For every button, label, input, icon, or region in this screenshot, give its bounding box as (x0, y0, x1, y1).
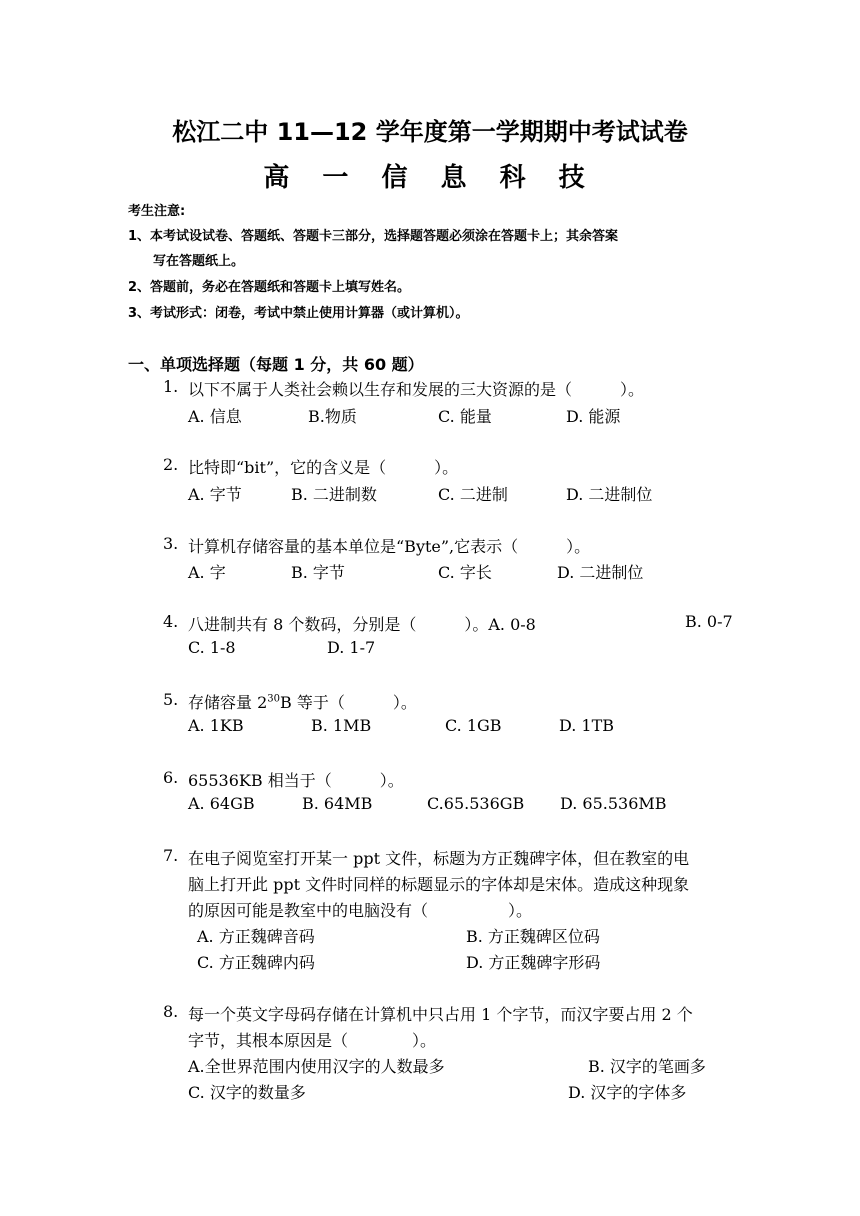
option-a: A. 字 (188, 563, 226, 582)
option-a: A. 64GB (188, 794, 255, 813)
question-text: 比特即“bit”，它的含义是（ ）。 (188, 458, 459, 477)
option-c: C.65.536GB (427, 794, 525, 813)
option-b: B. 64MB (302, 794, 373, 813)
question-number: 5. (163, 690, 179, 709)
option-c: C. 汉字的数量多 (188, 1083, 306, 1102)
option-d: D. 二进制位 (566, 485, 653, 504)
option-b: B. 二进制数 (291, 485, 377, 504)
question-number: 6. (163, 768, 179, 787)
notice-line-1: 1、本考试设试卷、答题纸、答题卡三部分，选择题答题必须涂在答题卡上；其余答案 (128, 229, 619, 244)
option-d: D. 能源 (566, 407, 621, 426)
question-text: 以下不属于人类社会赖以生存和发展的三大资源的是（ ）。 (188, 380, 645, 399)
question-number: 1. (163, 377, 179, 396)
question-number: 4. (163, 612, 179, 631)
question-number: 3. (163, 534, 179, 553)
question-text-part: 存储容量 2 (188, 693, 268, 712)
option-d: D. 二进制位 (557, 563, 644, 582)
option-d: D. 1-7 (327, 638, 376, 657)
question-text-line: 在电子阅览室打开某一 ppt 文件，标题为方正魏碑字体，但在教室的电 (188, 849, 690, 868)
exam-title: 松江二中 11—12 学年度第一学期期中考试试卷 (172, 118, 688, 146)
question-number: 2. (163, 455, 179, 474)
exponent: 30 (267, 693, 281, 705)
option-b: B. 0-7 (685, 612, 733, 631)
notice-line-3: 3、考试形式：闭卷，考试中禁止使用计算器（或计算机）。 (128, 306, 469, 321)
option-c: C. 能量 (438, 407, 492, 426)
subject-title: 高 一 信 息 科 技 (263, 163, 597, 193)
option-d: D. 1TB (559, 716, 615, 735)
question-text-line: 每一个英文字母码存储在计算机中只占用 1 个字节，而汉字要占用 2 个 (188, 1005, 693, 1024)
notice-line-1-cont: 写在答题纸上。 (153, 254, 245, 269)
question-text-line: 的原因可能是教室中的电脑没有（ ）。 (188, 901, 533, 920)
question-text (188, 690, 417, 713)
option-a: A. 1KB (188, 716, 244, 735)
option-c: C. 二进制 (438, 485, 508, 504)
question-text: 65536KB 相当于（ ）。 (188, 771, 404, 790)
option-d: D. 方正魏碑字形码 (466, 953, 601, 972)
question-number: 7. (163, 846, 179, 865)
option-c: C. 字长 (438, 563, 492, 582)
option-c: C. 1-8 (188, 638, 236, 657)
option-b: B. 字节 (291, 563, 345, 582)
question-number: 8. (163, 1002, 179, 1021)
option-c: C. 1GB (445, 716, 502, 735)
option-a: A. 方正魏碑音码 (197, 927, 315, 946)
question-text-part: B 等于（ ）。 (280, 693, 417, 712)
question-text-line: 字节，其根本原因是（ ）。 (188, 1031, 437, 1050)
question-text: 八进制共有 8 个数码，分别是（ ）。A. 0-8 (188, 615, 536, 634)
section-heading: 一、单项选择题（每题 1 分，共 60 题） (128, 355, 424, 374)
option-a: A. 字节 (188, 485, 242, 504)
option-d: D. 汉字的字体多 (568, 1083, 687, 1102)
option-b: B. 方正魏碑区位码 (466, 927, 600, 946)
option-b: B.物质 (308, 407, 357, 426)
notice-heading: 考生注意: (128, 204, 186, 219)
option-a: A. 信息 (188, 407, 242, 426)
option-d: D. 65.536MB (560, 794, 667, 813)
option-b: B. 1MB (311, 716, 372, 735)
question-text-line: 脑上打开此 ppt 文件时同样的标题显示的字体却是宋体。造成这种现象 (188, 875, 690, 894)
option-a: A.全世界范围内使用汉字的人数最多 (188, 1057, 445, 1076)
option-b: B. 汉字的笔画多 (588, 1057, 706, 1076)
question-text: 计算机存储容量的基本单位是“Byte”,它表示（ ）。 (188, 537, 591, 556)
option-c: C. 方正魏碑内码 (197, 953, 315, 972)
notice-line-2: 2、答题前，务必在答题纸和答题卡上填写姓名。 (128, 280, 411, 295)
